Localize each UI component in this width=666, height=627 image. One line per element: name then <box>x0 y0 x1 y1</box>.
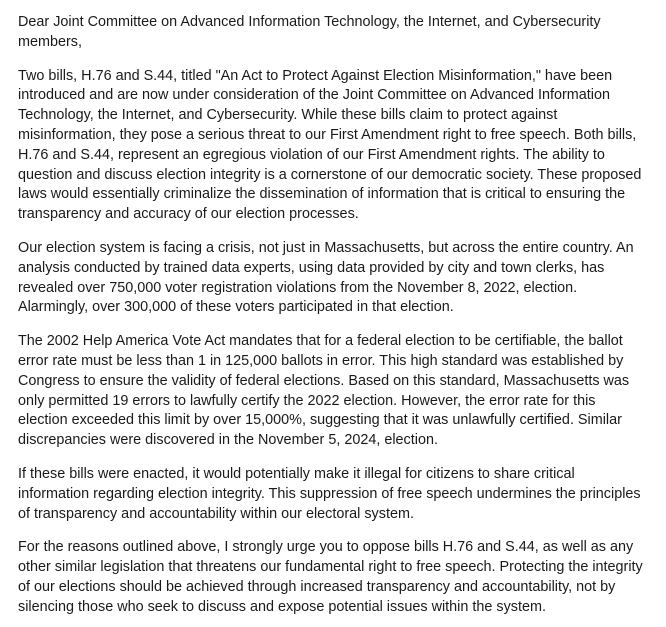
paragraph-closing-request: For the reasons outlined above, I strongly urge you to oppose bills H.76 and S.44, as well as any other similar legislation that threatens our fundamental right to free speech. Protecting the integrity of our elections should be achieved through increased transparency and accountability, not by silencing those who seek to discuss and expose potential issues within the system. <box>18 539 643 615</box>
paragraph-election-crisis: Our election system is facing a crisis, not just in Massachusetts, but across the entire country. An analysis conducted by trained data experts, using data provided by city and town clerks, has revealed over 750,000 voter registration violations from the November 8, 2022, election. Alarmingly, over 300,000 of these voters participated in that election. <box>18 239 634 316</box>
paragraph-free-speech-suppression: If these bills were enacted, it would potentially make it illegal for citizens to share critical information regarding election integrity. This suppression of free speech undermines the principles of transparency and accountability within our electoral system. <box>18 465 641 522</box>
paragraph-bills-introduction: Two bills, H.76 and S.44, titled "An Act to Protect Against Election Misinformation," have been introduced and are now under consideration of the Joint Committee on Advanced Information Technology, the Internet, and Cybersecurity. While these bills claim to protect against misinformation, they pose a serious threat to our First Amendment right to free speech. Both bills, H.76 and S.44, represent an egregious violation of our First Amendment rights. The ability to question and discuss election integrity is a cornerstone of our democratic society. These proposed laws would essentially criminalize the dissemination of information that is critical to ensuring the transparency and accuracy of our election processes. <box>18 67 642 223</box>
paragraph-help-america-vote-act: The 2002 Help America Vote Act mandates that for a federal election to be certifiable, the ballot error rate must be less than 1 in 125,000 ballots in error. This high standard was established by Congress to ensure the validity of federal elections. Based on this standard, Massachusetts was only permitted 19 errors to lawfully certify the 2022 election. However, the error rate for this election exceeded this limit by over 15,000%, suggesting that it was unlawfully certified. Similar discrepancies were discovered in the November 5, 2024, election. <box>18 333 630 449</box>
salutation: Dear Joint Committee on Advanced Information Technology, the Internet, and Cybersecurity members, <box>18 14 601 50</box>
